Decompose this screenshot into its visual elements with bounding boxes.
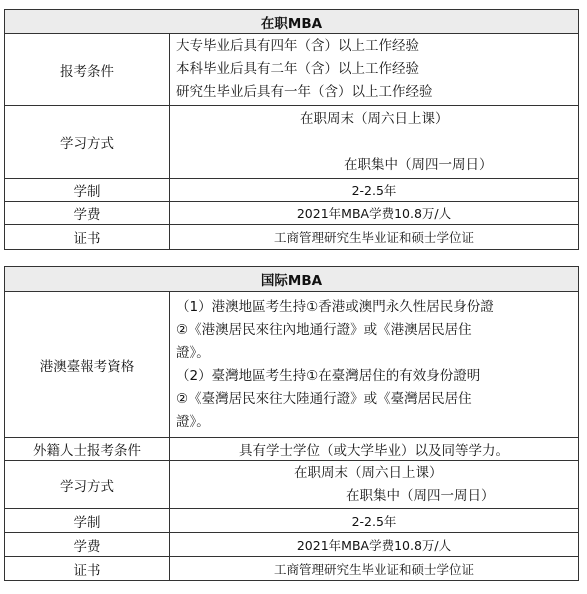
row-value: 2-2.5年 bbox=[170, 179, 579, 202]
row-value: 2021年MBA学费10.8万/人 bbox=[170, 202, 579, 225]
row-label: 学制 bbox=[5, 179, 170, 202]
table-row bbox=[5, 438, 579, 461]
row-label: 证书 bbox=[5, 557, 170, 581]
table-guoji-mba bbox=[4, 266, 579, 581]
table-row bbox=[5, 179, 579, 202]
text-line: 證》。 bbox=[176, 413, 210, 430]
row-label: 港澳臺報考資格 bbox=[5, 292, 170, 438]
text-line: 在职集中（周四一周日） bbox=[344, 157, 493, 173]
row-label: 报考条件 bbox=[5, 34, 170, 106]
row-label: 学制 bbox=[5, 509, 170, 533]
text-line: 在职集中（周四一周日） bbox=[346, 488, 495, 504]
text-line: 在职周末（周六日上课） bbox=[294, 465, 443, 481]
text-line: ②《港澳居民來往內地通行證》或《港澳居民居住 bbox=[176, 321, 472, 338]
row-value bbox=[170, 34, 579, 106]
text-line: 證》。 bbox=[176, 344, 210, 361]
text-line: ②《臺灣居民來往大陸通行證》或《臺灣居民居住 bbox=[176, 390, 472, 407]
text-line: 大专毕业后具有四年（含）以上工作经验 bbox=[176, 38, 419, 54]
table-row bbox=[5, 292, 579, 438]
table-row bbox=[5, 509, 579, 533]
table-title: 在职MBA bbox=[5, 10, 579, 34]
text-line: 在职周末（周六日上课） bbox=[300, 111, 449, 127]
row-value: 2-2.5年 bbox=[170, 509, 579, 533]
table-title: 国际MBA bbox=[5, 267, 579, 292]
text-line: （2）臺灣地區考生持①在臺灣居住的有效身份證明 bbox=[176, 367, 481, 384]
table-row bbox=[5, 106, 579, 179]
table-row bbox=[5, 557, 579, 581]
row-label: 学费 bbox=[5, 202, 170, 225]
row-value bbox=[170, 461, 579, 509]
text-line: 研究生毕业后具有一年（含）以上工作经验 bbox=[176, 84, 433, 100]
row-label: 学习方式 bbox=[5, 106, 170, 179]
table-row bbox=[5, 34, 579, 106]
row-value bbox=[170, 292, 579, 438]
row-label: 外籍人士报考条件 bbox=[5, 438, 170, 461]
row-value: 工商管理研究生毕业证和硕士学位证 bbox=[170, 557, 579, 581]
text-line: 本科毕业后具有二年（含）以上工作经验 bbox=[176, 61, 419, 77]
row-value: 工商管理研究生毕业证和硕士学位证 bbox=[170, 225, 579, 250]
table-row bbox=[5, 533, 579, 557]
row-label: 学习方式 bbox=[5, 461, 170, 509]
row-value: 具有学士学位（或大学毕业）以及同等学力。 bbox=[170, 438, 579, 461]
table-zaizhi-mba bbox=[4, 9, 579, 250]
text-line: （1）港澳地區考生持①香港或澳門永久性居民身份證 bbox=[176, 298, 494, 315]
row-value: 2021年MBA学费10.8万/人 bbox=[170, 533, 579, 557]
row-label: 证书 bbox=[5, 225, 170, 250]
row-label: 学费 bbox=[5, 533, 170, 557]
table-row bbox=[5, 202, 579, 225]
table-row bbox=[5, 461, 579, 509]
row-value bbox=[170, 106, 579, 179]
table-row bbox=[5, 225, 579, 250]
